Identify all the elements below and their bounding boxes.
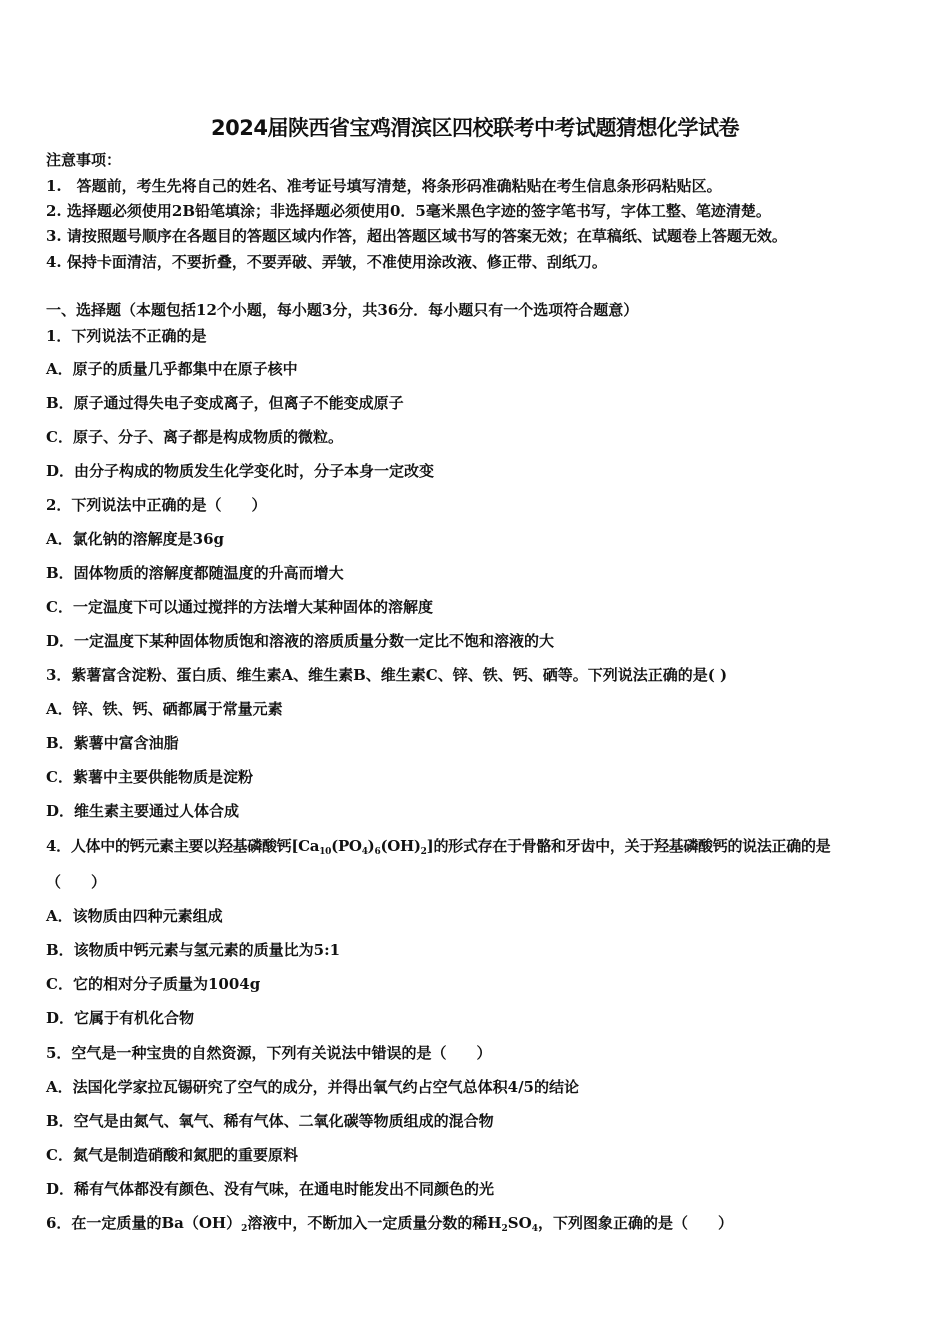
option: D．稀有气体都没有颜色、没有气味，在通电时能发出不同颜色的光 bbox=[46, 1180, 495, 1198]
stem-text: 6．在一定质量的Ba（OH） bbox=[46, 1214, 242, 1232]
stem-text: SO bbox=[507, 1214, 532, 1232]
option: C．氮气是制造硝酸和氮肥的重要原料 bbox=[46, 1146, 298, 1164]
question-3-stem: 3．紫薯富含淀粉、蛋白质、维生素A、维生素B、维生素C、锌、铁、钙、硒等。下列说法正确的是( ) bbox=[46, 666, 728, 684]
option: B．固体物质的溶解度都随温度的升高而增大 bbox=[46, 564, 344, 582]
subscript: 4 bbox=[361, 847, 368, 857]
option: C．一定温度下可以通过搅拌的方法增大某种固体的溶解度 bbox=[46, 598, 433, 616]
answer-blank: （ ） bbox=[46, 873, 107, 891]
question-5-stem: 5．空气是一种宝贵的自然资源，下列有关说法中错误的是（ ） bbox=[46, 1044, 492, 1062]
option: B．空气是由氮气、氧气、稀有气体、二氧化碳等物质组成的混合物 bbox=[46, 1112, 494, 1130]
question-4-stem bbox=[46, 836, 830, 862]
note-item: 4. 保持卡面清洁，不要折叠，不要弄破、弄皱，不准使用涂改液、修正带、刮纸刀。 bbox=[46, 253, 607, 271]
stem-text: ) bbox=[367, 837, 375, 855]
option: C．紫薯中主要供能物质是淀粉 bbox=[46, 768, 253, 786]
stem-text: 溶液中，不断加入一定质量分数的稀H bbox=[247, 1214, 502, 1232]
subscript: 10 bbox=[319, 847, 332, 857]
question-6-stem bbox=[46, 1213, 733, 1239]
subscript: 2 bbox=[501, 1224, 508, 1234]
question-2-stem: 2．下列说法中正确的是（ ） bbox=[46, 496, 267, 514]
section-heading: 一、选择题（本题包括12个小题，每小题3分，共36分．每小题只有一个选项符合题意） bbox=[46, 301, 639, 319]
option: A．氯化钠的溶解度是36g bbox=[46, 530, 225, 548]
option: D．一定温度下某种固体物质饱和溶液的溶质质量分数一定比不饱和溶液的大 bbox=[46, 632, 555, 650]
option: A．法国化学家拉瓦锡研究了空气的成分，并得出氧气约占空气总体积4/5的结论 bbox=[46, 1078, 579, 1096]
option: A．锌、铁、钙、硒都属于常量元素 bbox=[46, 700, 283, 718]
note-item: 2. 选择题必须使用2B铅笔填涂；非选择题必须使用0．5毫米黑色字迹的签字笔书写，字体工整、笔迹清楚。 bbox=[46, 202, 771, 220]
stem-text: (OH) bbox=[380, 837, 421, 855]
option: B．原子通过得失电子变成离子，但离子不能变成原子 bbox=[46, 394, 404, 412]
notes-heading: 注意事项： bbox=[46, 151, 122, 169]
subscript: 4 bbox=[531, 1224, 538, 1234]
option: B．紫薯中富含油脂 bbox=[46, 734, 179, 752]
stem-text: ]的形式存在于骨骼和牙齿中，关于羟基磷酸钙的说法正确的是 bbox=[426, 837, 831, 855]
option: D．维生素主要通过人体合成 bbox=[46, 802, 240, 820]
subscript: 6 bbox=[374, 847, 381, 857]
question-1-stem: 1．下列说法不正确的是 bbox=[46, 327, 207, 345]
option: C．原子、分子、离子都是构成物质的微粒。 bbox=[46, 428, 343, 446]
note-item: 3. 请按照题号顺序在各题目的答题区域内作答，超出答题区域书写的答案无效；在草稿纸、试题卷上答题无效。 bbox=[46, 227, 787, 245]
note-item: 1. 答题前，考生先将自己的姓名、准考证号填写清楚，将条形码准确粘贴在考生信息条形码粘贴区。 bbox=[46, 177, 722, 195]
option: D．它属于有机化合物 bbox=[46, 1009, 195, 1027]
option: B．该物质中钙元素与氢元素的质量比为5:1 bbox=[46, 941, 341, 959]
option: A．该物质由四种元素组成 bbox=[46, 907, 223, 925]
subscript: 2 bbox=[241, 1224, 248, 1234]
option: A．原子的质量几乎都集中在原子核中 bbox=[46, 360, 298, 378]
option: C．它的相对分子质量为1004g bbox=[46, 975, 261, 993]
page-title: 2024届陕西省宝鸡渭滨区四校联考中考试题猜想化学试卷 bbox=[211, 116, 739, 140]
option: D．由分子构成的物质发生化学变化时，分子本身一定改变 bbox=[46, 462, 435, 480]
stem-text: 4．人体中的钙元素主要以羟基磷酸钙[Ca bbox=[46, 837, 320, 855]
stem-text: (PO bbox=[331, 837, 362, 855]
subscript: 2 bbox=[420, 847, 427, 857]
stem-text: ，下列图象正确的是（ ） bbox=[537, 1214, 733, 1232]
